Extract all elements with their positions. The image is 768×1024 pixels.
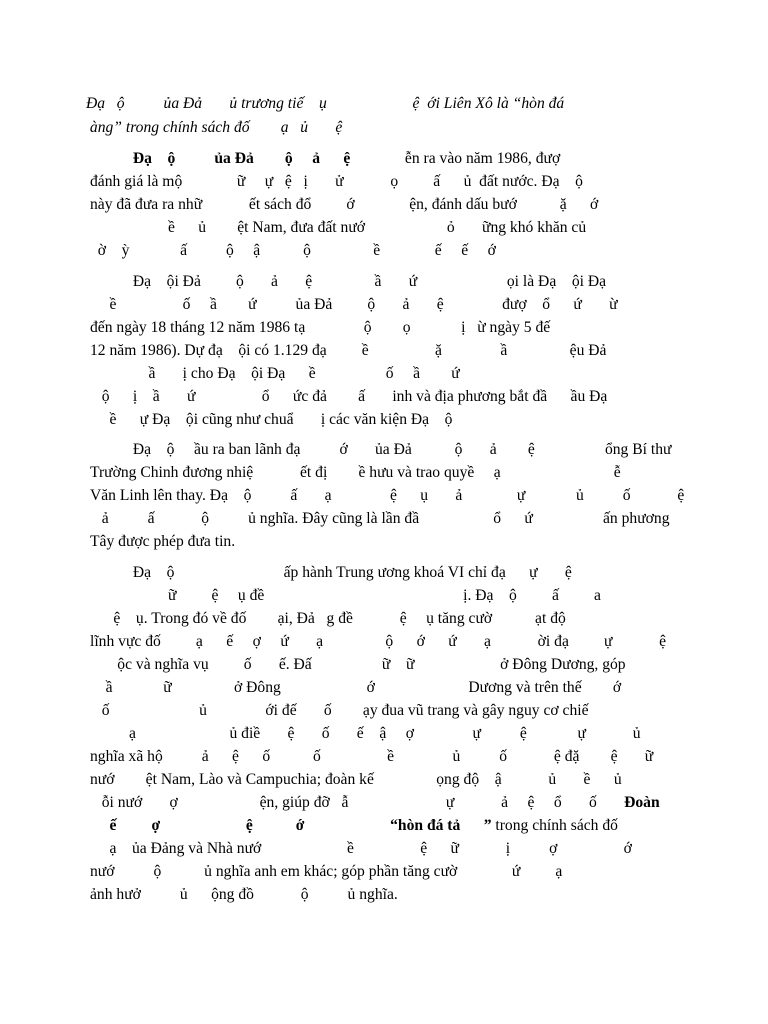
- text-run: ố ủ ới đế ố ạy đua vũ trang và gây nguy cơ chiế: [90, 702, 589, 719]
- text-run: này đã đưa ra nhữ ết sách đổ ớ ện, đánh dấu bướ ặ ớ: [90, 196, 599, 213]
- paragraph-congress-overview: [90, 147, 690, 262]
- text-run: Văn Linh lên thay. Đạ ộ ấ ạ ệ ụ ả ự ủ ố ệ: [90, 487, 685, 504]
- paragraph-line: [90, 239, 690, 262]
- text-run: Tây được phép đưa tin.: [90, 533, 236, 550]
- paragraph-line: [90, 837, 690, 860]
- text-run: Đạ ộ ầu ra ban lãnh đạ ớ ủa Đả ộ ả ệ ổng Bí thư: [90, 441, 672, 458]
- bold-text: Đoàn: [624, 794, 660, 811]
- paragraph-sixth-congress: [90, 270, 690, 431]
- paragraph-line: [90, 216, 690, 239]
- paragraph-line: [90, 316, 690, 339]
- paragraph-line: [90, 791, 690, 814]
- paragraph-foreign-policy: [90, 561, 690, 906]
- text-run: đánh giá là mộ ữ ự ệ ị ử ọ ấ ủ đất nước. Đạ ộ: [90, 173, 583, 190]
- paragraph-line: [90, 699, 690, 722]
- paragraph-line: [90, 270, 690, 293]
- bold-text: Đạ ộ ủa Đả ộ ả ệ: [132, 150, 351, 167]
- paragraph-line: [90, 814, 690, 837]
- paragraph-line: [90, 438, 690, 461]
- text-run: nghĩa xã hộ ả ệ ố ố ề ủ ố ệ đặ ệ ữ: [90, 748, 654, 765]
- paragraph-line: [90, 193, 690, 216]
- text-run: ầ ữ ở Đông ớ Dương và trên thế ớ: [90, 679, 622, 696]
- title-line: Đạ ộ ủa Đả ủ trương tiế ụ ệ ới Liên Xô là “hòn đá: [86, 95, 565, 112]
- text-run: ả ấ ộ ủ nghĩa. Đây cũng là lần đầ ổ ứ ấn phương: [90, 510, 670, 527]
- text-run: ề ố ầ ứ ủa Đả ộ ả ệ đượ ổ ứ ừ: [90, 296, 618, 313]
- text-run: ộ ị ầ ứ ổ ức đả ấ inh và địa phương bắt đầ ầu Đạ: [90, 388, 608, 405]
- text-run: nướ ộ ủ nghĩa anh em khác; góp phần tăng cườ ứ ạ: [90, 863, 563, 880]
- text-run: [90, 150, 133, 167]
- paragraph-line: [90, 860, 690, 883]
- text-run: đến ngày 18 tháng 12 năm 1986 tạ ộ ọ ị ừ ngày 5 đế: [90, 319, 551, 336]
- document-title: [86, 92, 686, 140]
- paragraph-line: [90, 653, 690, 676]
- paragraph-line: [90, 507, 690, 530]
- text-run: ảnh hưở ủ ộng đồ ộ ủ nghĩa.: [90, 886, 398, 903]
- text-run: ờ ỳ ấ ộ ậ ộ ề ế ế ớ: [90, 242, 496, 259]
- paragraph-line: [90, 722, 690, 745]
- paragraph-line: [90, 408, 690, 431]
- paragraph-line: [90, 461, 690, 484]
- text-run: Đạ ội Đả ộ ả ệ ầ ứ ọi là Đạ ội Đạ: [90, 273, 607, 290]
- text-run: Trường Chinh đương nhiệ ết đị ề hưu và trao quyề ạ ễ: [90, 464, 621, 481]
- paragraph-line: [90, 607, 690, 630]
- title-line: àng” trong chính sách đố ạ ủ ệ: [86, 119, 343, 136]
- text-run: ề ự Đạ ội cũng như chuẩ ị các văn kiện Đạ ộ: [90, 411, 453, 428]
- paragraph-line: [90, 630, 690, 653]
- paragraph-line: [90, 385, 690, 408]
- text-run: 12 năm 1986). Dự đạ ội có 1.129 đạ ề ặ ầ ệu Đả: [90, 342, 607, 359]
- text-run: nướ ệt Nam, Lào và Campuchia; đoàn kế ọng độ ậ ủ ề ủ: [90, 771, 622, 788]
- text-run: ễn ra vào năm 1986, đượ: [350, 150, 561, 167]
- paragraph-line: [90, 584, 690, 607]
- paragraph-line: [90, 530, 690, 553]
- paragraph-line: [90, 484, 690, 507]
- text-run: trong chính sách đố: [491, 817, 618, 834]
- text-run: Đạ ộ ấp hành Trung ương khoá VI chỉ đạ ự ệ: [90, 564, 572, 581]
- paragraph-line: [90, 768, 690, 791]
- paragraph-line: [90, 170, 690, 193]
- text-run: ạ ủ điề ệ ố ế ậ ợ ự ệ ự ủ: [90, 725, 641, 742]
- paragraph-line: [90, 676, 690, 699]
- paragraph-line: [90, 147, 690, 170]
- text-run: ộc và nghĩa vụ ố ế. Đấ ữ ữ ở Đông Dương, góp: [90, 656, 626, 673]
- text-run: ầ ị cho Đạ ội Đạ ề ố ầ ứ: [90, 365, 460, 382]
- text-run: ạ ủa Đảng và Nhà nướ ề ệ ữ ị ợ ớ: [90, 840, 632, 857]
- text-run: ệ ụ. Trong đó về đố ại, Đả g đề ệ ụ tăng cườ ạt độ: [90, 610, 566, 627]
- bold-text: ế ợ ệ ớ “hòn đá tả ”: [90, 817, 492, 834]
- paragraph-line: [90, 561, 690, 584]
- text-run: lĩnh vực đố ạ ế ợ ứ ạ ộ ớ ứ ạ ời đạ ự ệ: [90, 633, 667, 650]
- paragraph-line: [90, 362, 690, 385]
- text-run: ỗi nướ ợ ện, giúp đỡ ẫ ự ả ệ ổ ố: [90, 794, 625, 811]
- text-run: ề ủ ệt Nam, đưa đất nướ ỏ ững khó khăn củ: [90, 219, 587, 236]
- paragraph-line: [90, 745, 690, 768]
- paragraph-line: [90, 339, 690, 362]
- text-run: ữ ệ ụ đề ị. Đạ ộ ấ a: [90, 587, 601, 604]
- paragraph-leadership: [90, 438, 690, 553]
- paragraph-line: [90, 883, 690, 906]
- paragraph-line: [90, 293, 690, 316]
